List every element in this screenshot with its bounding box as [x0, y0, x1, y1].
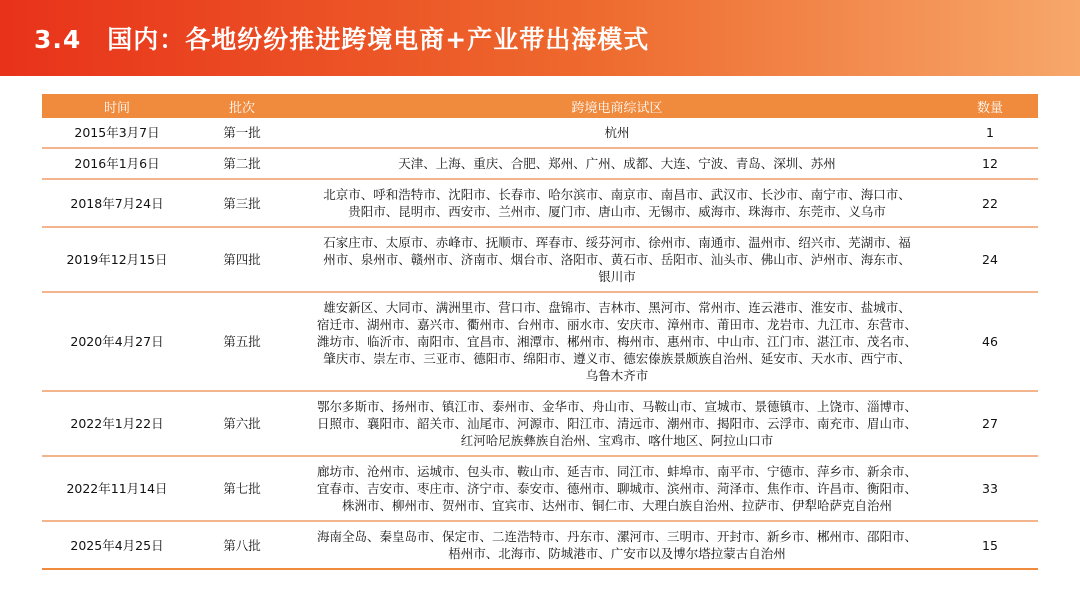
header-zones: 跨境电商综试区	[292, 94, 942, 118]
row-cities	[292, 292, 942, 391]
row-cities	[292, 118, 942, 148]
table-row	[42, 148, 1038, 179]
row-date: 2015年3月7日	[42, 118, 192, 148]
row-count: 22	[942, 179, 1038, 227]
row-date: 2019年12月15日	[42, 227, 192, 292]
cities-line: 廊坊市、沧州市、运城市、包头市、鞍山市、延吉市、同江市、蚌埠市、南平市、宁德市、萍乡市、新余市、	[316, 464, 917, 479]
title-banner	[0, 0, 1080, 76]
row-batch: 第一批	[192, 118, 292, 148]
table-row	[42, 521, 1038, 569]
cities-line: 鄂尔多斯市、扬州市、镇江市、泰州市、金华市、舟山市、马鞍山市、宣城市、景德镇市、上饶市、淄博市、	[316, 399, 917, 414]
row-batch: 第六批	[192, 391, 292, 456]
cities-line: 杭州	[604, 125, 630, 140]
row-cities	[292, 148, 942, 179]
page-title: 3.4 国内：各地纷纷推进跨境电商+产业带出海模式	[34, 25, 650, 54]
table-row	[42, 391, 1038, 456]
table-header-row	[42, 94, 1038, 118]
row-count: 46	[942, 292, 1038, 391]
cities-line: 雄安新区、大同市、满洲里市、营口市、盘锦市、吉林市、黑河市、常州市、连云港市、淮安市、盐城市、	[323, 300, 911, 315]
row-batch: 第七批	[192, 456, 292, 521]
row-date: 2016年1月6日	[42, 148, 192, 179]
header-batch: 批次	[192, 94, 292, 118]
row-count: 15	[942, 521, 1038, 569]
row-batch: 第八批	[192, 521, 292, 569]
row-batch: 第五批	[192, 292, 292, 391]
row-count: 1	[942, 118, 1038, 148]
cities-line: 梧州市、北海市、防城港市、广安市以及博尔塔拉蒙古自治州	[448, 546, 786, 561]
table-row	[42, 118, 1038, 148]
row-cities	[292, 179, 942, 227]
row-count: 24	[942, 227, 1038, 292]
cities-line: 宿迁市、湖州市、嘉兴市、衢州市、台州市、丽水市、安庆市、漳州市、莆田市、龙岩市、九江市、东营市、	[316, 317, 917, 332]
row-cities	[292, 227, 942, 292]
cities-line: 乌鲁木齐市	[585, 368, 649, 383]
row-date: 2018年7月24日	[42, 179, 192, 227]
row-count: 33	[942, 456, 1038, 521]
cities-line: 银川市	[598, 269, 636, 284]
row-date: 2022年11月14日	[42, 456, 192, 521]
cities-line: 株洲市、柳州市、贺州市、宜宾市、达州市、铜仁市、大理白族自治州、拉萨市、伊犁哈萨克自治州	[341, 498, 892, 513]
cities-line: 红河哈尼族彝族自治州、宝鸡市、喀什地区、阿拉山口市	[460, 433, 774, 448]
cities-line: 日照市、襄阳市、韶关市、汕尾市、河源市、阳江市、清远市、潮州市、揭阳市、云浮市、南充市、眉山市、	[316, 416, 917, 431]
cities-line: 石家庄市、太原市、赤峰市、抚顺市、珲春市、绥芬河市、徐州市、南通市、温州市、绍兴市、芜湖市、福	[323, 235, 911, 250]
row-count: 27	[942, 391, 1038, 456]
row-batch: 第三批	[192, 179, 292, 227]
cities-line: 潍坊市、临沂市、南阳市、宜昌市、湘潭市、郴州市、梅州市、惠州市、中山市、江门市、湛江市、茂名市、	[316, 334, 917, 349]
row-cities	[292, 391, 942, 456]
cities-line: 贵阳市、昆明市、西安市、兰州市、厦门市、唐山市、无锡市、威海市、珠海市、东莞市、义乌市	[348, 204, 886, 219]
table-row	[42, 292, 1038, 391]
row-batch: 第四批	[192, 227, 292, 292]
row-date: 2020年4月27日	[42, 292, 192, 391]
cities-line: 北京市、呼和浩特市、沈阳市、长春市、哈尔滨市、南京市、南昌市、武汉市、长沙市、南宁市、海口市、	[323, 187, 911, 202]
table-row	[42, 456, 1038, 521]
row-count: 12	[942, 148, 1038, 179]
row-batch: 第二批	[192, 148, 292, 179]
row-date: 2025年4月25日	[42, 521, 192, 569]
cities-line: 宜春市、吉安市、枣庄市、济宁市、泰安市、德州市、聊城市、滨州市、菏泽市、焦作市、许昌市、衡阳市、	[316, 481, 917, 496]
table-row	[42, 227, 1038, 292]
cities-line: 肇庆市、崇左市、三亚市、德阳市、绵阳市、遵义市、德宏傣族景颇族自治州、延安市、天水市、西宁市、	[323, 351, 911, 366]
cities-line: 天津、上海、重庆、合肥、郑州、广州、成都、大连、宁波、青岛、深圳、苏州	[398, 156, 836, 171]
header-count: 数量	[942, 94, 1038, 118]
table-row	[42, 179, 1038, 227]
row-cities	[292, 456, 942, 521]
cities-line: 州市、泉州市、赣州市、济南市、烟台市、洛阳市、黄石市、岳阳市、汕头市、佛山市、泸州市、海东市、	[323, 252, 911, 267]
header-date: 时间	[42, 94, 192, 118]
cities-line: 海南全岛、秦皇岛市、保定市、二连浩特市、丹东市、漯河市、三明市、开封市、新乡市、郴州市、邵阳市、	[316, 529, 917, 544]
pilot-zone-table	[42, 94, 1038, 570]
row-date: 2022年1月22日	[42, 391, 192, 456]
row-cities	[292, 521, 942, 569]
